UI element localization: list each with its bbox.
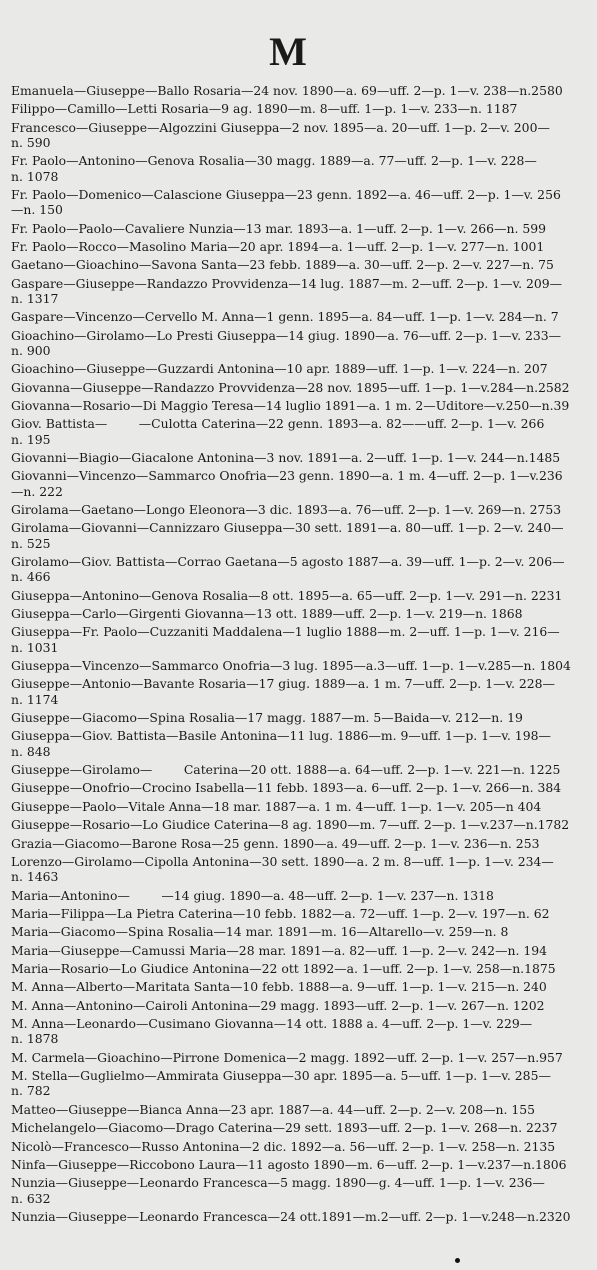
register-entry: Giovanni—Vincenzo—Sammarco Onofria—23 genn. 1890—a. 1 m. 4—uff. 2—p. 1—v.236 —n. 222 <box>11 468 563 499</box>
register-entry: Michelangelo—Giacomo—Drago Caterina—29 sett. 1893—uff. 2—p. 1—v. 268—n. 2237 <box>11 1120 558 1136</box>
register-entry: Gaetano—Gioachino—Savona Santa—23 febb. 1889—a. 30—uff. 2—p. 2—v. 227—n. 75 <box>11 257 554 273</box>
register-entry: Gioachino—Girolamo—Lo Presti Giuseppa—14 giug. 1890—a. 76—uff. 2—p. 1—v. 233— n. 900 <box>11 327 562 358</box>
register-entry: M. Anna—Leonardo—Cusimano Giovanna—14 ott. 1888 a. 4—uff. 2—p. 1—v. 229— n. 1878 <box>11 1016 533 1047</box>
register-entry: Maria—Giuseppe—Camussi Maria—28 mar. 1891—a. 82—uff. 1—p. 2—v. 242—n. 194 <box>11 942 547 958</box>
register-entry: M. Anna—Alberto—Maritata Santa—10 febb. 1888—a. 9—uff. 1—p. 1—v. 215—n. 240 <box>11 979 547 995</box>
register-entry: Fr. Paolo—Rocco—Masolino Maria—20 apr. 1894—a. 1—uff. 2—p. 1—v. 277—n. 1001 <box>11 238 545 254</box>
register-entry: Nunzia—Giuseppe—Leonardo Francesca—24 ott.1891—m.2—uff. 2—p. 1—v.248—n.2320 <box>11 1209 571 1224</box>
register-entry: Fr. Paolo—Domenico—Calascione Giuseppa—23 genn. 1892—a. 46—uff. 2—p. 1—v. 256 —n. 150 <box>11 186 561 218</box>
register-entry: M. Anna—Antonino—Cairoli Antonina—29 magg. 1893—uff. 2—p. 1—v. 267—n. 1202 <box>11 997 545 1013</box>
register-entry: Girolama—Giovanni—Cannizzaro Giuseppa—30 sett. 1891—a. 80—uff. 1—p. 2—v. 240— n. 525 <box>11 520 564 551</box>
register-entry: Gioachino—Giuseppe—Guzzardi Antonina—10 apr. 1889—uff. 1—p. 1—v. 224—n. 207 <box>11 361 548 377</box>
register-entry: Matteo—Giuseppe—Bianca Anna—23 apr. 1887—a. 44—uff. 2—p. 2—v. 208—n. 155 <box>11 1101 536 1117</box>
register-entry: Giov. Battista— —Culotta Caterina—22 genn. 1893—a. 82——uff. 2—p. 1—v. 266 n. 195 <box>11 416 545 447</box>
register-entry: Maria—Antonino— —14 giug. 1890—a. 48—uff. 2—p. 1—v. 237—n. 1318 <box>11 887 494 903</box>
register-entry: Giuseppe—Rosario—Lo Giudice Caterina—8 ag. 1890—m. 7—uff. 2—p. 1—v.237—n.1782 <box>11 817 570 833</box>
register-entry: Fr. Paolo—Antonino—Genova Rosalia—30 magg. 1889—a. 77—uff. 2—p. 1—v. 228— n. 1078 <box>11 153 537 184</box>
register-entry: Giovanna—Giuseppe—Randazzo Provvidenza—28 nov. 1895—uff. 1—p. 1—v.284—n.2582 <box>11 379 570 395</box>
register-entry: Giovanna—Rosario—Di Maggio Teresa—14 luglio 1891—a. 1 m. 2—Uditore—v.250—n.39 <box>11 398 570 414</box>
register-entry: Giuseppe—Giacomo—Spina Rosalia—17 magg. 1887—m. 5—Baida—v. 212—n. 19 <box>11 710 523 725</box>
register-entry: M. Carmela—Gioachino—Pirrone Domenica—2 magg. 1892—uff. 2—p. 1—v. 257—n.957 <box>11 1049 563 1065</box>
register-entry: Gaspare—Vincenzo—Cervello M. Anna—1 genn. 1895—a. 84—uff. 1—p. 1—v. 284—n. 7 <box>11 309 559 325</box>
register-entry: Gaspare—Giuseppe—Randazzo Provvidenza—14 lug. 1887—m. 2—uff. 2—p. 1—v. 209— n. 1317 <box>11 275 563 306</box>
register-entry: Ninfa—Giuseppe—Riccobono Laura—11 agosto 1890—m. 6—uff. 2—p. 1—v.237—n.1806 <box>11 1157 567 1173</box>
register-entry: Maria—Rosario—Lo Giudice Antonina—22 ott 1892—a. 1—uff. 2—p. 1—v. 258—n.1875 <box>11 961 556 977</box>
register-entry: Giuseppe—Onofrio—Crocino Isabella—11 febb. 1893—a. 6—uff. 2—p. 1—v. 266—n. 384 <box>11 780 562 796</box>
register-entry: Giuseppa—Fr. Paolo—Cuzzaniti Maddalena—1 luglio 1888—m. 2—uff. 1—p. 1—v. 216— n. 1031 <box>11 624 560 655</box>
register-entry: Maria—Filippa—La Pietra Caterina—10 febb. 1882—a. 72—uff. 1—p. 2—v. 197—n. 62 <box>11 905 550 921</box>
register-entry: Emanuela—Giuseppe—Ballo Rosaria—24 nov. 1890—a. 69—uff. 2—p. 1—v. 238—n.2580 <box>11 83 563 98</box>
register-entry: Giuseppa—Giov. Battista—Basile Antonina—11 lug. 1886—m. 9—uff. 1—p. 1—v. 198— n. 848 <box>11 728 551 759</box>
register-entry: M. Stella—Guglielmo—Ammirata Giuseppa—30 apr. 1895—a. 5—uff. 1—p. 1—v. 285— n. 782 <box>11 1068 551 1099</box>
register-entry: Giuseppe—Girolamo— Caterina—20 ott. 1888—a. 64—uff. 2—p. 1—v. 221—n. 1225 <box>11 761 561 777</box>
register-entry: Francesco—Giuseppe—Algozzini Giuseppa—2 nov. 1895—a. 20—uff. 1—p. 2—v. 200— n. 590 <box>11 119 550 150</box>
section-letter-heading: M <box>269 29 309 74</box>
register-entry: Fr. Paolo—Paolo—Cavaliere Nunzia—13 mar. 1893—a. 1—uff. 2—p. 1—v. 266—n. 599 <box>11 220 546 236</box>
register-entry: Nunzia—Giuseppe—Leonardo Francesca—5 magg. 1890—g. 4—uff. 1—p. 1—v. 236— n. 632 <box>11 1175 545 1206</box>
register-entry: Giovanni—Biagio—Giacalone Antonina—3 nov. 1891—a. 2—uff. 1—p. 1—v. 244—n.1485 <box>11 450 561 466</box>
ink-dot <box>455 1258 460 1263</box>
register-entry: Giuseppe—Antonio—Bavante Rosaria—17 giug. 1889—a. 1 m. 7—uff. 2—p. 1—v. 228— n. 1174 <box>11 676 555 707</box>
register-entry: Giuseppe—Paolo—Vitale Anna—18 mar. 1887—a. 1 m. 4—uff. 1—p. 1—v. 205—n 404 <box>11 798 542 814</box>
register-entry: Girolamo—Giov. Battista—Corrao Gaetana—5 agosto 1887—a. 39—uff. 1—p. 2—v. 206— n. 466 <box>11 554 565 585</box>
register-entry: Giuseppa—Antonino—Genova Rosalia—8 ott. 1895—a. 65—uff. 2—p. 1—v. 291—n. 2231 <box>11 587 563 603</box>
register-entry: Giuseppa—Carlo—Girgenti Giovanna—13 ott. 1889—uff. 2—p. 1—v. 219—n. 1868 <box>11 606 523 622</box>
register-entry: Giuseppa—Vincenzo—Sammarco Onofria—3 lug. 1895—a.3—uff. 1—p. 1—v.285—n. 1804 <box>11 658 571 674</box>
entry-list <box>9 83 577 1224</box>
register-entry: Filippo—Camillo—Letti Rosaria—9 ag. 1890—m. 8—uff. 1—p. 1—v. 233—n. 1187 <box>11 101 518 117</box>
register-entry: Grazia—Giacomo—Barone Rosa—25 genn. 1890—a. 49—uff. 2—p. 1—v. 236—n. 253 <box>11 835 540 851</box>
register-entry: Maria—Giacomo—Spina Rosalia—14 mar. 1891—m. 16—Altarello—v. 259—n. 8 <box>11 924 509 940</box>
register-entry: Girolama—Gaetano—Longo Eleonora—3 dic. 1893—a. 76—uff. 2—p. 1—v. 269—n. 2753 <box>11 502 562 518</box>
register-entry: Lorenzo—Girolamo—Cipolla Antonina—30 sett. 1890—a. 2 m. 8—uff. 1—p. 1—v. 234— n. 1463 <box>11 853 554 885</box>
register-entry: Nicolò—Francesco—Russo Antonina—2 dic. 1892—a. 56—uff. 2—p. 1—v. 258—n. 2135 <box>11 1138 556 1154</box>
